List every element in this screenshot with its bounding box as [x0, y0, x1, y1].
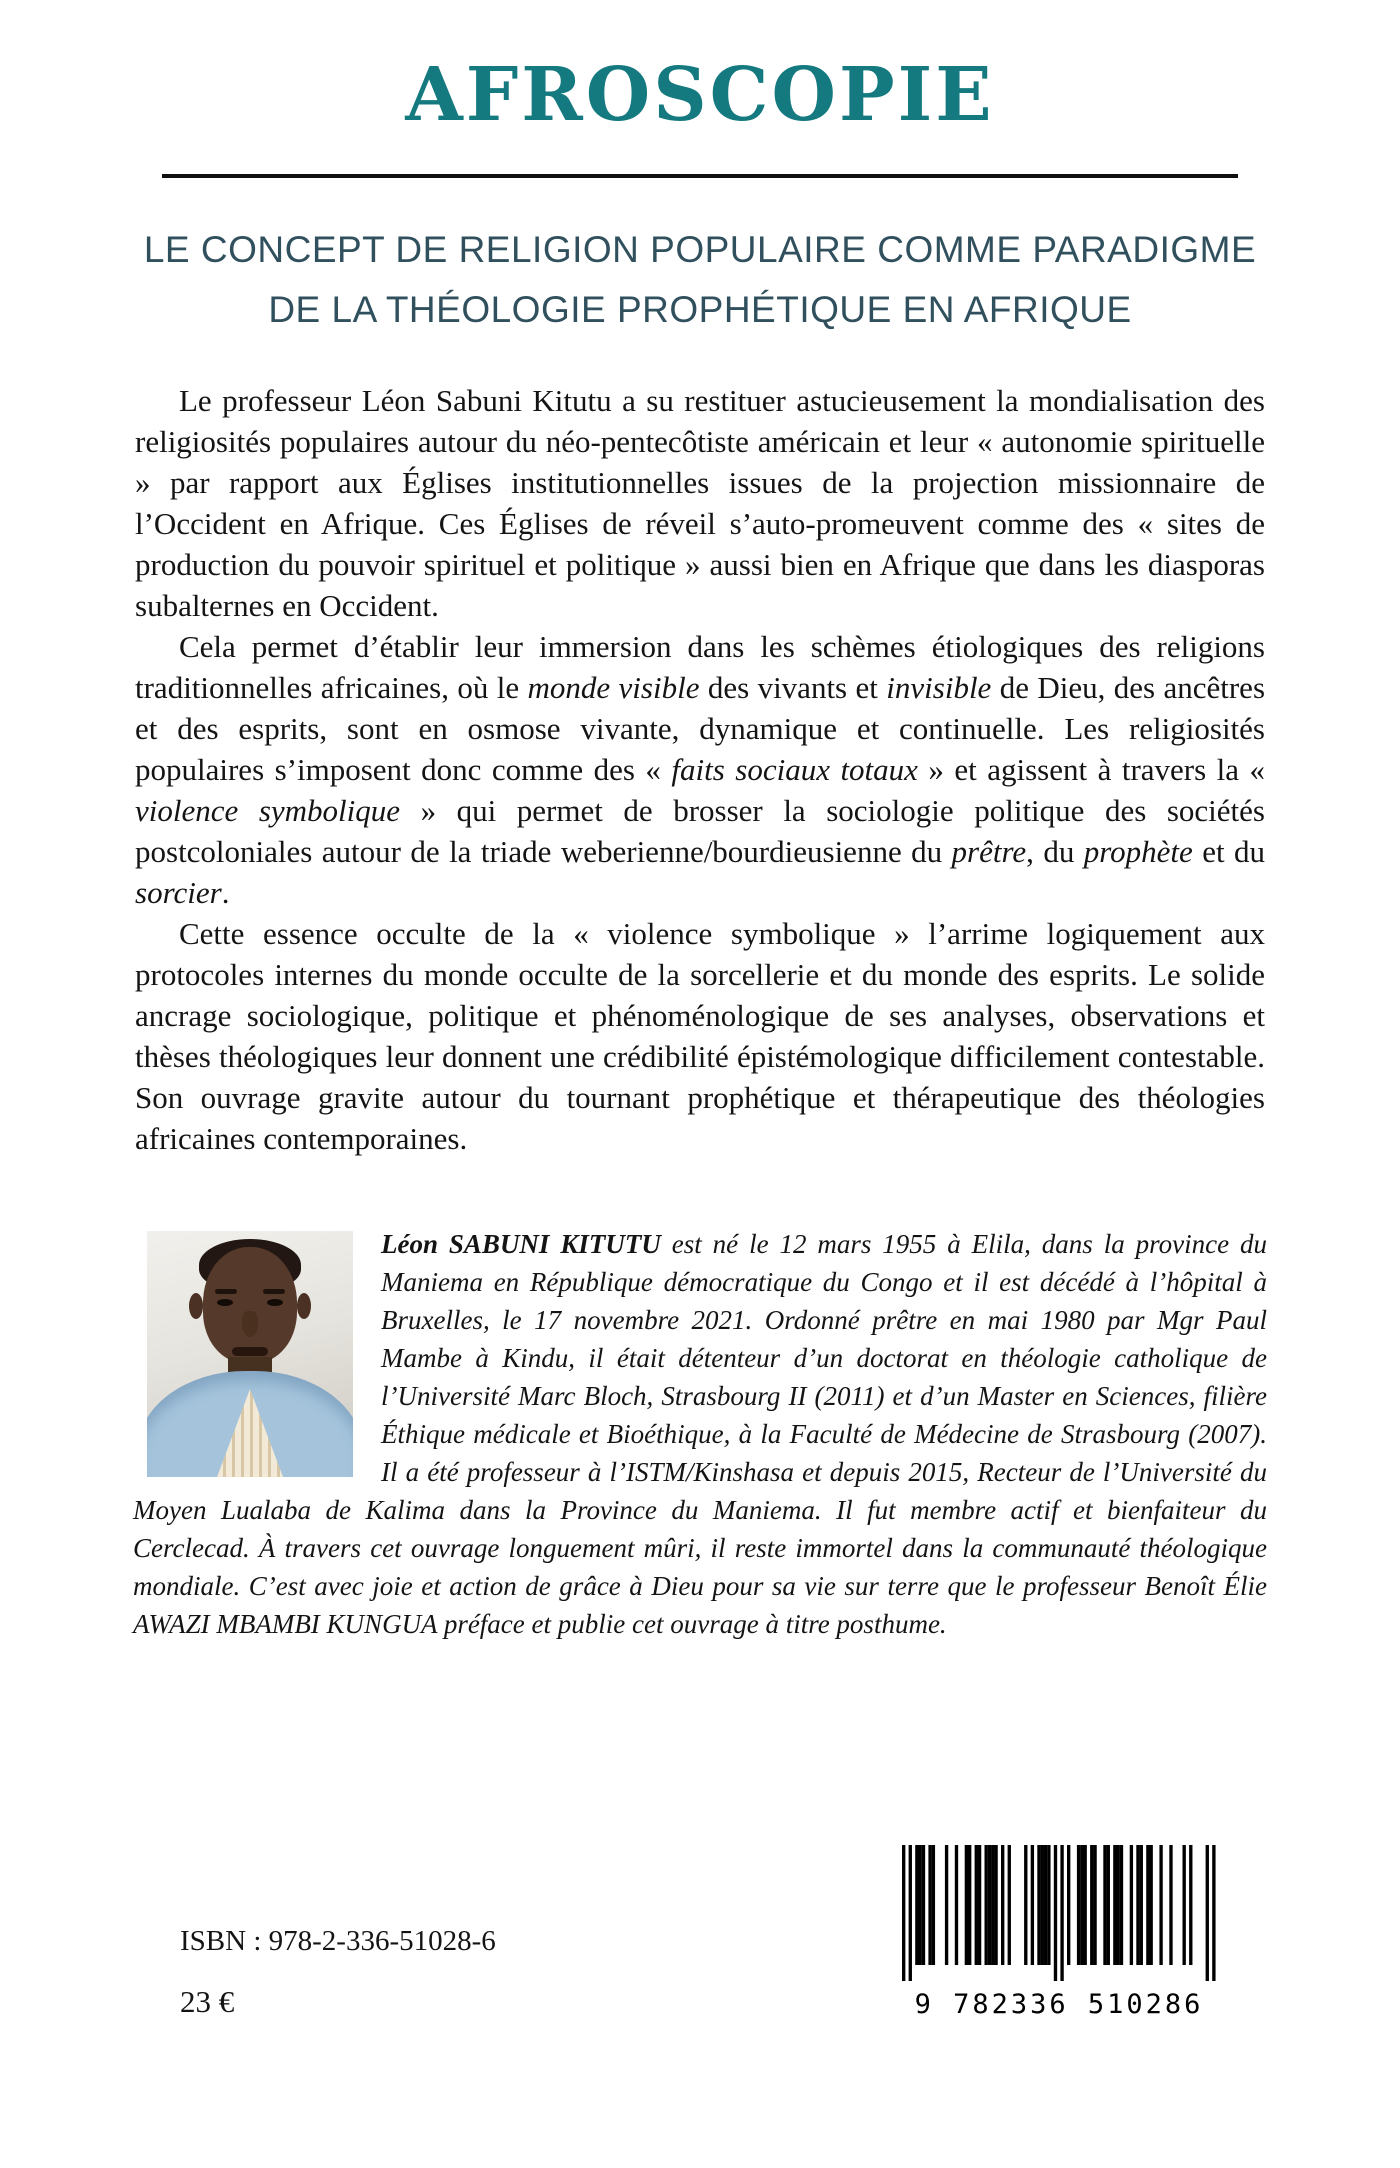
photo-brow-shape [263, 1289, 285, 1294]
photo-ear-shape [189, 1293, 203, 1319]
barcode [900, 1845, 1218, 2020]
photo-brow-shape [215, 1289, 237, 1294]
synopsis-paragraph: Cette essence occulte de la « violence symbolique » l’arrime logiquement aux protocoles internes du monde occulte de la sorcellerie et du monde des esprits. Le solide ancrage sociologique, politique et phénoménologique de ses analyses, observations et thèses théologiques leur donnent une crédibilité épistémologique difficilement contestable. Son ouvrage gravite autour du tournant prophétique et thérapeutique des théologies africaines contemporaines. [135, 916, 1265, 1156]
footer-left [180, 1925, 496, 2020]
synopsis-paragraph: Le professeur Léon Sabuni Kitutu a su restituer astucieusement la mondialisation des religiosités populaires autour du néo-pentecôtiste américain et leur « autonomie spirituelle » par rapport aux Églises institutionnelles issues de la projection missionnaire de l’Occident en Afrique. Ces Églises de réveil s’auto-promeuvent comme des « sites de production du pouvoir spirituel et politique » aussi bien en Afrique que dans les diasporas subalternes en Occident. [135, 383, 1265, 623]
isbn: ISBN : 978-2-336-51028-6 [180, 1925, 496, 1957]
price: 23 € [180, 1984, 235, 2019]
collection-masthead: AFROSCOPIE [405, 52, 995, 138]
barcode-bars [900, 1845, 1218, 1986]
photo-ear-shape [297, 1293, 311, 1319]
footer [0, 1845, 1400, 2020]
author-bio-text: Léon SABUNI KITUTU est né le 12 mars 1955 à Elila, dans la province du Maniema en République démocratique du Congo et il est décédé à l’hôpital à Bruxelles, le 17 novembre 2021. Ordonné prêtre en mai 1980 par Mgr Paul Mambe à Kindu, il était détenteur d’un doctorat en théologie catholique de l’Université Marc Bloch, Strasbourg II (2011) et d’un Master en Sciences, filière Éthique médicale et Bioéthique, à la Faculté de Médecine de Strasbourg (2007). Il a été professeur à l’ISTM/Kinshasa et depuis 2015, Recteur de l’Université du Moyen Lualaba de Kalima dans la Province du Maniema. Il fut membre actif et bienfaiteur du Cerclecad. À travers cet ouvrage longuement mûri, il reste immortel dans la communauté théologique mondiale. C’est avec joie et action de grâce à Dieu pour sa vie sur terre que le professeur Benoît Élie AWAZI MBAMBI KUNGUA préface et publie cet ouvrage à titre posthume. [133, 1229, 1267, 1639]
book-title-line-1: LE CONCEPT DE RELIGION POPULAIRE COMME PARADIGME [143, 229, 1257, 270]
author-photo [147, 1231, 353, 1477]
photo-eye-shape [217, 1299, 233, 1306]
book-title-line-2: DE LA THÉOLOGIE PROPHÉTIQUE EN AFRIQUE [268, 289, 1132, 330]
barcode-number: 9 782336 510286 [914, 1989, 1204, 2020]
horizontal-rule [162, 174, 1238, 178]
synopsis-paragraph: Cela permet d’établir leur immersion dans les schèmes étiologiques des religions traditionnelles africaines, où le monde visible des vivants et invisible de Dieu, des ancêtres et des esprits, sont en osmose vivante, dynamique et continuelle. Les religiosités populaires s’imposent donc comme des « faits sociaux totaux » et agissent à travers la « violence symbolique » qui permet de brosser la sociologie politique des sociétés postcoloniales autour de la triade weberienne/bourdieusienne du prêtre, du prophète et du sorcier. [135, 629, 1266, 910]
book-title [0, 220, 1400, 340]
photo-mouth-shape [232, 1347, 268, 1356]
synopsis [135, 380, 1265, 1159]
photo-face-shape [203, 1247, 297, 1363]
author-bio [133, 1225, 1267, 1643]
photo-eye-shape [267, 1299, 283, 1306]
photo-nose-shape [242, 1311, 258, 1337]
